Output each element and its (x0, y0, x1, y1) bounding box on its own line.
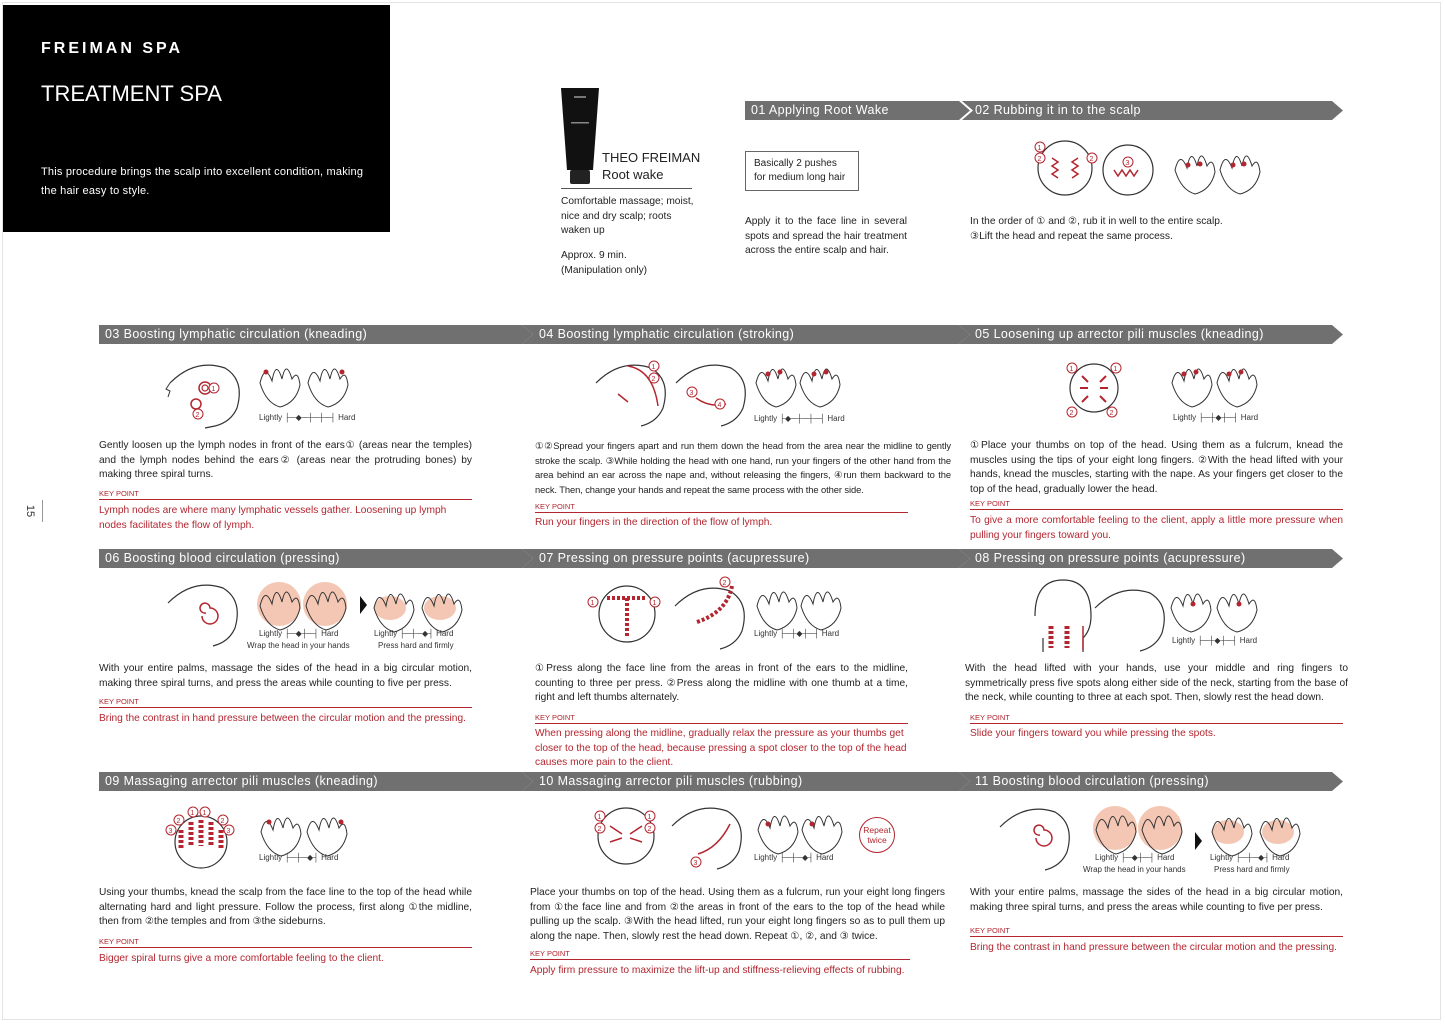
step-09-key-point-label: KEY POINT (99, 937, 472, 948)
svg-text:1: 1 (652, 600, 657, 607)
step-09-bar: 09 Massaging arrector pili muscles (kneading) (99, 772, 533, 791)
product-name-line2: Root wake (602, 167, 664, 182)
svg-text:1: 1 (597, 814, 602, 821)
step-10-key-point-text: Apply firm pressure to maximize the lift-up and stiffness-relieving effects of rubbing. (530, 965, 905, 976)
step-07-key-point-label: KEY POINT (535, 713, 908, 724)
product-time-note: (Manipulation only) (561, 265, 648, 276)
step-09-key-point-text: Bigger spiral turns give a more comfortable feeling to the client. (99, 953, 384, 964)
step-11-key-point-text: Bring the contrast in hand pressure between the circular motion and the pressing. (970, 942, 1337, 953)
svg-text:1: 1 (1113, 366, 1118, 373)
step-09-text: Using your thumbs, knead the scalp from the face line to the top of the head while alternating hard and light pressure. Follow the process, first along ①the midline, then from ②the temples and from ③the sideburns. (99, 887, 472, 928)
brand-name: FREIMAN SPA (41, 40, 184, 57)
step-07-pressure-scale: Lightly ├─┼◆┼─┤ Hard (754, 629, 840, 638)
svg-text:2: 2 (176, 818, 181, 825)
svg-text:2: 2 (647, 826, 652, 833)
step-06-key-point-label: KEY POINT (99, 697, 472, 708)
page-title: TREATMENT SPA (41, 81, 222, 106)
step-10-text: Place your thumbs on top of the head. Using them as a fulcrum, run your eight long fingers from ①the face line and from ②the areas in front of the ears to the top of the head while pulling up the scalp. ③With the head lifted, run your eight long fingers so as to pull them up along the nape. Then, slowly rest the head down. Repeat ①, ②, and ③ twice. (530, 887, 945, 942)
svg-text:2: 2 (220, 818, 225, 825)
step-11-caption-1: Wrap the head in your hands (1083, 865, 1186, 874)
step-07-key-point-text: When pressing along the midline, gradually relax the pressure as your thumbs get closer to the top of the head, because pressing a spot closer to the top of the head causes more pain to the client. (535, 728, 907, 769)
step-11-text: With your entire palms, massage the sides of the head in a big circular motion, making three spiral turns, and press the areas while counting to five per press. (970, 887, 1343, 913)
svg-text:3: 3 (693, 860, 698, 867)
step-01-dose-box: Basically 2 pushes for medium long hair (745, 151, 859, 191)
step-11-caption-2: Press hard and firmly (1214, 865, 1290, 874)
product-time: Approx. 9 min. (561, 250, 627, 261)
scale-hard-label: Hard (338, 413, 356, 422)
svg-text:1: 1 (1069, 366, 1074, 373)
page-number-divider (42, 500, 43, 522)
step-10-repeat-badge: Repeat twice (859, 817, 895, 853)
step-06-pressure-scale-1: Lightly ├─◆┼─┤ Hard (259, 629, 339, 638)
header-block (3, 5, 390, 232)
step-08-pressure-scale: Lightly ├─┼◆┼─┤ Hard (1172, 636, 1258, 645)
svg-text:1: 1 (590, 600, 595, 607)
step-03-key-point-text: Lymph nodes are where many lymphatic vessels gather. Loosening up lymph nodes facilitates the flow of lymph. (99, 505, 447, 531)
step-05-key-point-text: To give a more comfortable feeling to the client, apply a little more pressure when pulling your fingers toward you. (970, 515, 1343, 541)
step-10-pressure-scale: Lightly ├─┼─◆┤ Hard (754, 853, 834, 862)
step-04-key-point-label: KEY POINT (535, 502, 908, 513)
svg-text:1: 1 (1037, 145, 1042, 152)
svg-text:2: 2 (1037, 156, 1042, 163)
svg-text:1: 1 (211, 386, 216, 393)
step-09-pressure-scale: Lightly ├─┼─◆┤ Hard (259, 853, 339, 862)
step-06-caption-2: Press hard and firmly (378, 641, 454, 650)
step-11-bar: 11 Boosting blood circulation (pressing) (959, 772, 1343, 791)
step-06-bar: 06 Boosting blood circulation (pressing) (99, 549, 533, 568)
step-11-pressure-scale-2: Lightly ├─┼─◆┤ Hard (1210, 853, 1290, 862)
step-07-text: ①Press along the face line from the areas in front of the ears to the midline, counting to three per press. ②Press along the midline with one thumb at a time, right and left thumbs alternately. (535, 663, 908, 704)
step-10-illustration (588, 802, 848, 874)
svg-text:2: 2 (651, 376, 656, 383)
page-number: 15 (24, 504, 37, 518)
step-02-illustration (1030, 140, 1270, 200)
step-01-text: Apply it to the face line in several spots and spread the hair treatment across the entire scalp and hair. (745, 216, 907, 257)
step-05-key-point-label: KEY POINT (970, 499, 1343, 510)
step-03-text: Gently loosen up the lymph nodes in front of the ears① (areas near the temples) and the lymph nodes behind the ears② (areas near the protruding bones) by making three spiral turns. (99, 440, 472, 481)
product-name (602, 149, 700, 183)
step-08-key-point-text: Slide your fingers toward you while pressing the spots. (970, 728, 1216, 739)
product-divider (561, 188, 692, 189)
svg-text:1: 1 (202, 810, 207, 817)
intro-text: This procedure brings the scalp into excellent condition, making the hair easy to style. (41, 166, 364, 197)
step-11-key-point-label: KEY POINT (970, 926, 1343, 937)
svg-text:3: 3 (168, 828, 173, 835)
product-description: Comfortable massage; moist, nice and dry scalp; roots waken up (561, 196, 694, 237)
step-06-key-point-text: Bring the contrast in hand pressure between the circular motion and the pressing. (99, 713, 466, 724)
svg-text:2: 2 (722, 580, 727, 587)
svg-text:2: 2 (1069, 410, 1074, 417)
svg-text:2: 2 (1089, 156, 1094, 163)
product-name-line1: THEO FREIMAN (602, 150, 701, 165)
step-06-pressure-scale-2: Lightly ├─┼─◆┤ Hard (374, 629, 454, 638)
svg-text:2: 2 (597, 826, 602, 833)
svg-text:3: 3 (689, 390, 694, 397)
step-01-bar: 01 Applying Root Wake (745, 101, 970, 120)
step-05-text: ①Place your thumbs on top of the head. Using them as a fulcrum, knead the muscles using the tips of your eight long fingers. ②With the head lifted with your hands, knead the muscles, starting with the nape. As your fingers get closer to the top of the head, gradually lower the head. (970, 440, 1343, 495)
step-11-pressure-scale-1: Lightly ├─◆┼─┤ Hard (1095, 853, 1175, 862)
svg-text:3: 3 (1125, 160, 1130, 167)
svg-text:3: 3 (226, 828, 231, 835)
step-02-text: In the order of ① and ②, rub it in well to the entire scalp. ③Lift the head and repeat the same process. (970, 216, 1223, 242)
svg-text:1: 1 (190, 810, 195, 817)
svg-text:2: 2 (1109, 410, 1114, 417)
step-08-key-point-label: KEY POINT (970, 713, 1343, 724)
step-08-bar: 08 Pressing on pressure points (acupressure) (959, 549, 1343, 568)
step-08-text: With the head lifted with your hands, use your middle and ring fingers to symmetrically press five spots along either side of the neck, starting from the base of the neck, while counting to three at each spot. Then, slowly rest the head down. (965, 663, 1348, 704)
step-05-pressure-scale: Lightly ├─┼◆┼─┤ Hard (1173, 413, 1259, 422)
step-06-text: With your entire palms, massage the sides of the head in a big circular motion, making three spiral turns, and press the areas while counting to five per press. (99, 663, 472, 689)
scale-lightly-label: Lightly (259, 413, 283, 422)
step-04-bar: 04 Boosting lymphatic circulation (stroking) (522, 325, 970, 344)
svg-text:2: 2 (195, 412, 200, 419)
step-04-pressure-scale: Lightly ├◆─┼─┼─┤ Hard (754, 414, 845, 423)
step-03-pressure-scale: Lightly ├─◆─┼─┼─┤ Hard (259, 413, 356, 422)
step-04-key-point-text: Run your fingers in the direction of the flow of lymph. (535, 517, 773, 528)
step-05-bar: 05 Loosening up arrector pili muscles (kneading) (959, 325, 1343, 344)
step-06-caption-1: Wrap the head in your hands (247, 641, 350, 650)
svg-text:4: 4 (717, 402, 722, 409)
svg-text:1: 1 (651, 364, 656, 371)
step-10-key-point-label: KEY POINT (530, 949, 910, 960)
svg-text:1: 1 (647, 814, 652, 821)
step-10-bar: 10 Massaging arrector pili muscles (rubbing) (522, 772, 970, 791)
step-03-key-point-label: KEY POINT (99, 489, 472, 500)
product-tube-image (558, 86, 602, 188)
step-02-bar: 02 Rubbing it in to the scalp (962, 101, 1343, 120)
step-04-text: ①②Spread your fingers apart and run them down the head from the area near the midline to gently stroke the scalp. ③While holding the head with one hand, run your fingers of the other hand from the area behind an ear across the nape and, without releasing the fingers, ④run them backward to the neck. Then, change your hands and repeat the same process with the other side. (535, 440, 951, 495)
step-03-bar: 03 Boosting lymphatic circulation (kneading) (99, 325, 533, 344)
step-07-bar: 07 Pressing on pressure points (acupressure) (522, 549, 970, 568)
